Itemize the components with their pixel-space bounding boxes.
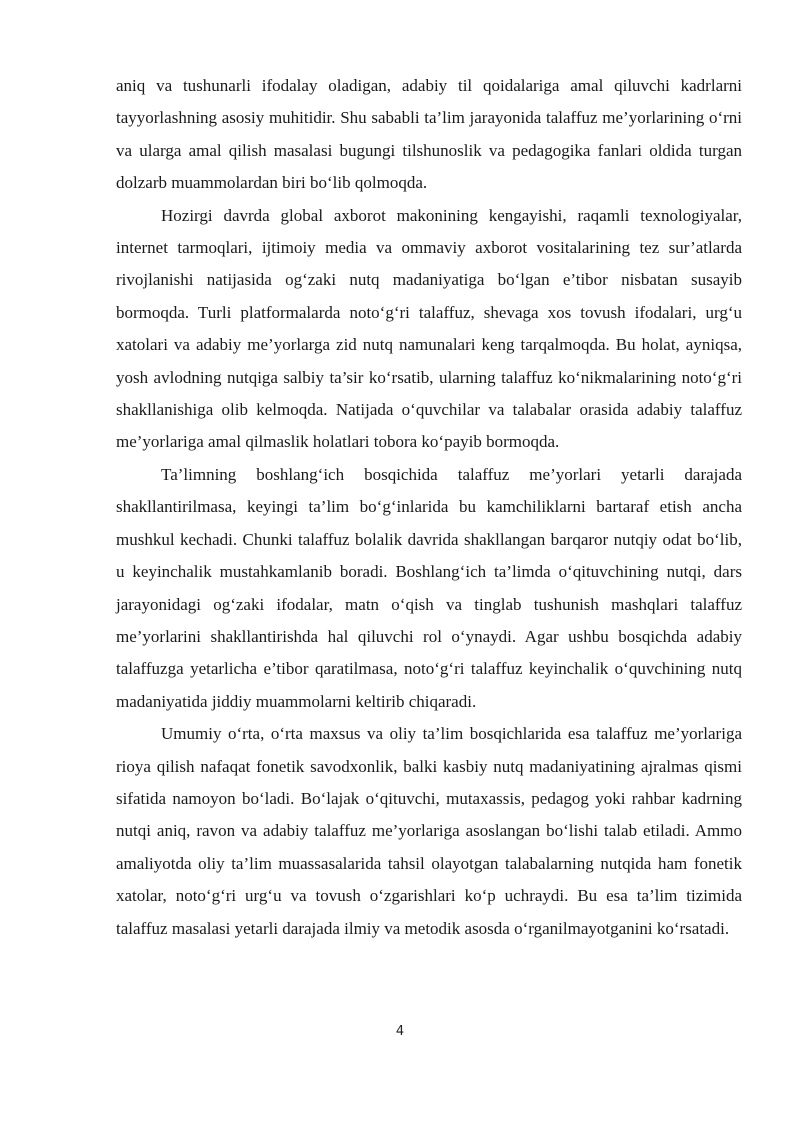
paragraph-4: Umumiy o‘rta, o‘rta maxsus va oliy ta’lim bosqichlarida esa talaffuz me’yorlariga rioya qilish nafaqat fonetik savodxonlik, balki kasbiy nutq madaniyatining ajralmas qismi sifatida namoyon bo‘ladi. Bo‘lajak o‘qituvchi, mutaxassis, pedagog yoki rahbar kadrning nutqi aniq, ravon va adabiy talaffuz me’yorlariga asoslangan bo‘lishi talab etiladi. Ammo amaliyotda oliy ta’lim muassasalarida tahsil olayotgan talabalarning nutqida ham fonetik xatolar, noto‘g‘ri urg‘u va tovush o‘zgarishlari ko‘p uchraydi. Bu esa ta’lim tizimida talaffuz masalasi yetarli darajada ilmiy va metodik asosda o‘rganilmayotganini ko‘rsatadi. [116,724,742,938]
paragraph-2: Hozirgi davrda global axborot makonining kengayishi, raqamli texnologiyalar, internet tarmoqlari, ijtimoiy media va ommaviy axborot vositalarining tez sur’atlarda rivojlanishi natijasida og‘zaki nutq madaniyatiga bo‘lgan e’tibor nisbatan susayib bormoqda. Turli platformalarda noto‘g‘ri talaffuz, shevaga xos tovush ifodalari, urg‘u xatolari va adabiy me’yorlarga zid nutq namunalari keng tarqalmoqda. Bu holat, ayniqsa, yosh avlodning nutqiga salbiy ta’sir ko‘rsatib, ularning talaffuz ko‘nikmalarining noto‘g‘ri shakllanishiga olib kelmoqda. Natijada o‘quvchilar va talabalar orasida adabiy talaffuz me’yorlariga amal qilmaslik holatlari tobora ko‘payib bormoqda. [116,205,742,452]
page-number: 4 [395,1024,405,1039]
paragraph-1: aniq va tushunarli ifodalay oladigan, adabiy til qoidalariga amal qiluvchi kadrlarni tayyorlashning asosiy muhitidir. Shu sababli ta’lim jarayonida talaffuz me’yorlarining o‘rni va ularga amal qilish masalasi bugungi tilshunoslik va pedagogika fanlari oldida turgan dolzarb muammolardan biri bo‘lib qolmoqda. [116,76,742,193]
paragraph-3: Ta’limning boshlang‘ich bosqichida talaffuz me’yorlari yetarli darajada shakllantirilmasa, keyingi ta’lim bo‘g‘inlarida bu kamchiliklarni bartaraf etish ancha mushkul kechadi. Chunki talaffuz bolalik davrida shakllangan barqaror nutqiy odat bo‘lib, u keyinchalik mustahkamlanib boradi. Boshlang‘ich ta’limda o‘qituvchining nutqi, dars jarayonidagi og‘zaki ifodalar, matn o‘qish va tinglab tushunish mashqlari talaffuz me’yorlarini shakllantirishda hal qiluvchi rol o‘ynaydi. Agar ushbu bosqichda adabiy talaffuzga yetarlicha e’tibor qaratilmasa, noto‘g‘ri talaffuz keyinchalik o‘quvchining nutq madaniyatida jiddiy muammolarni keltirib chiqaradi. [116,464,742,711]
document-page [116,70,742,945]
